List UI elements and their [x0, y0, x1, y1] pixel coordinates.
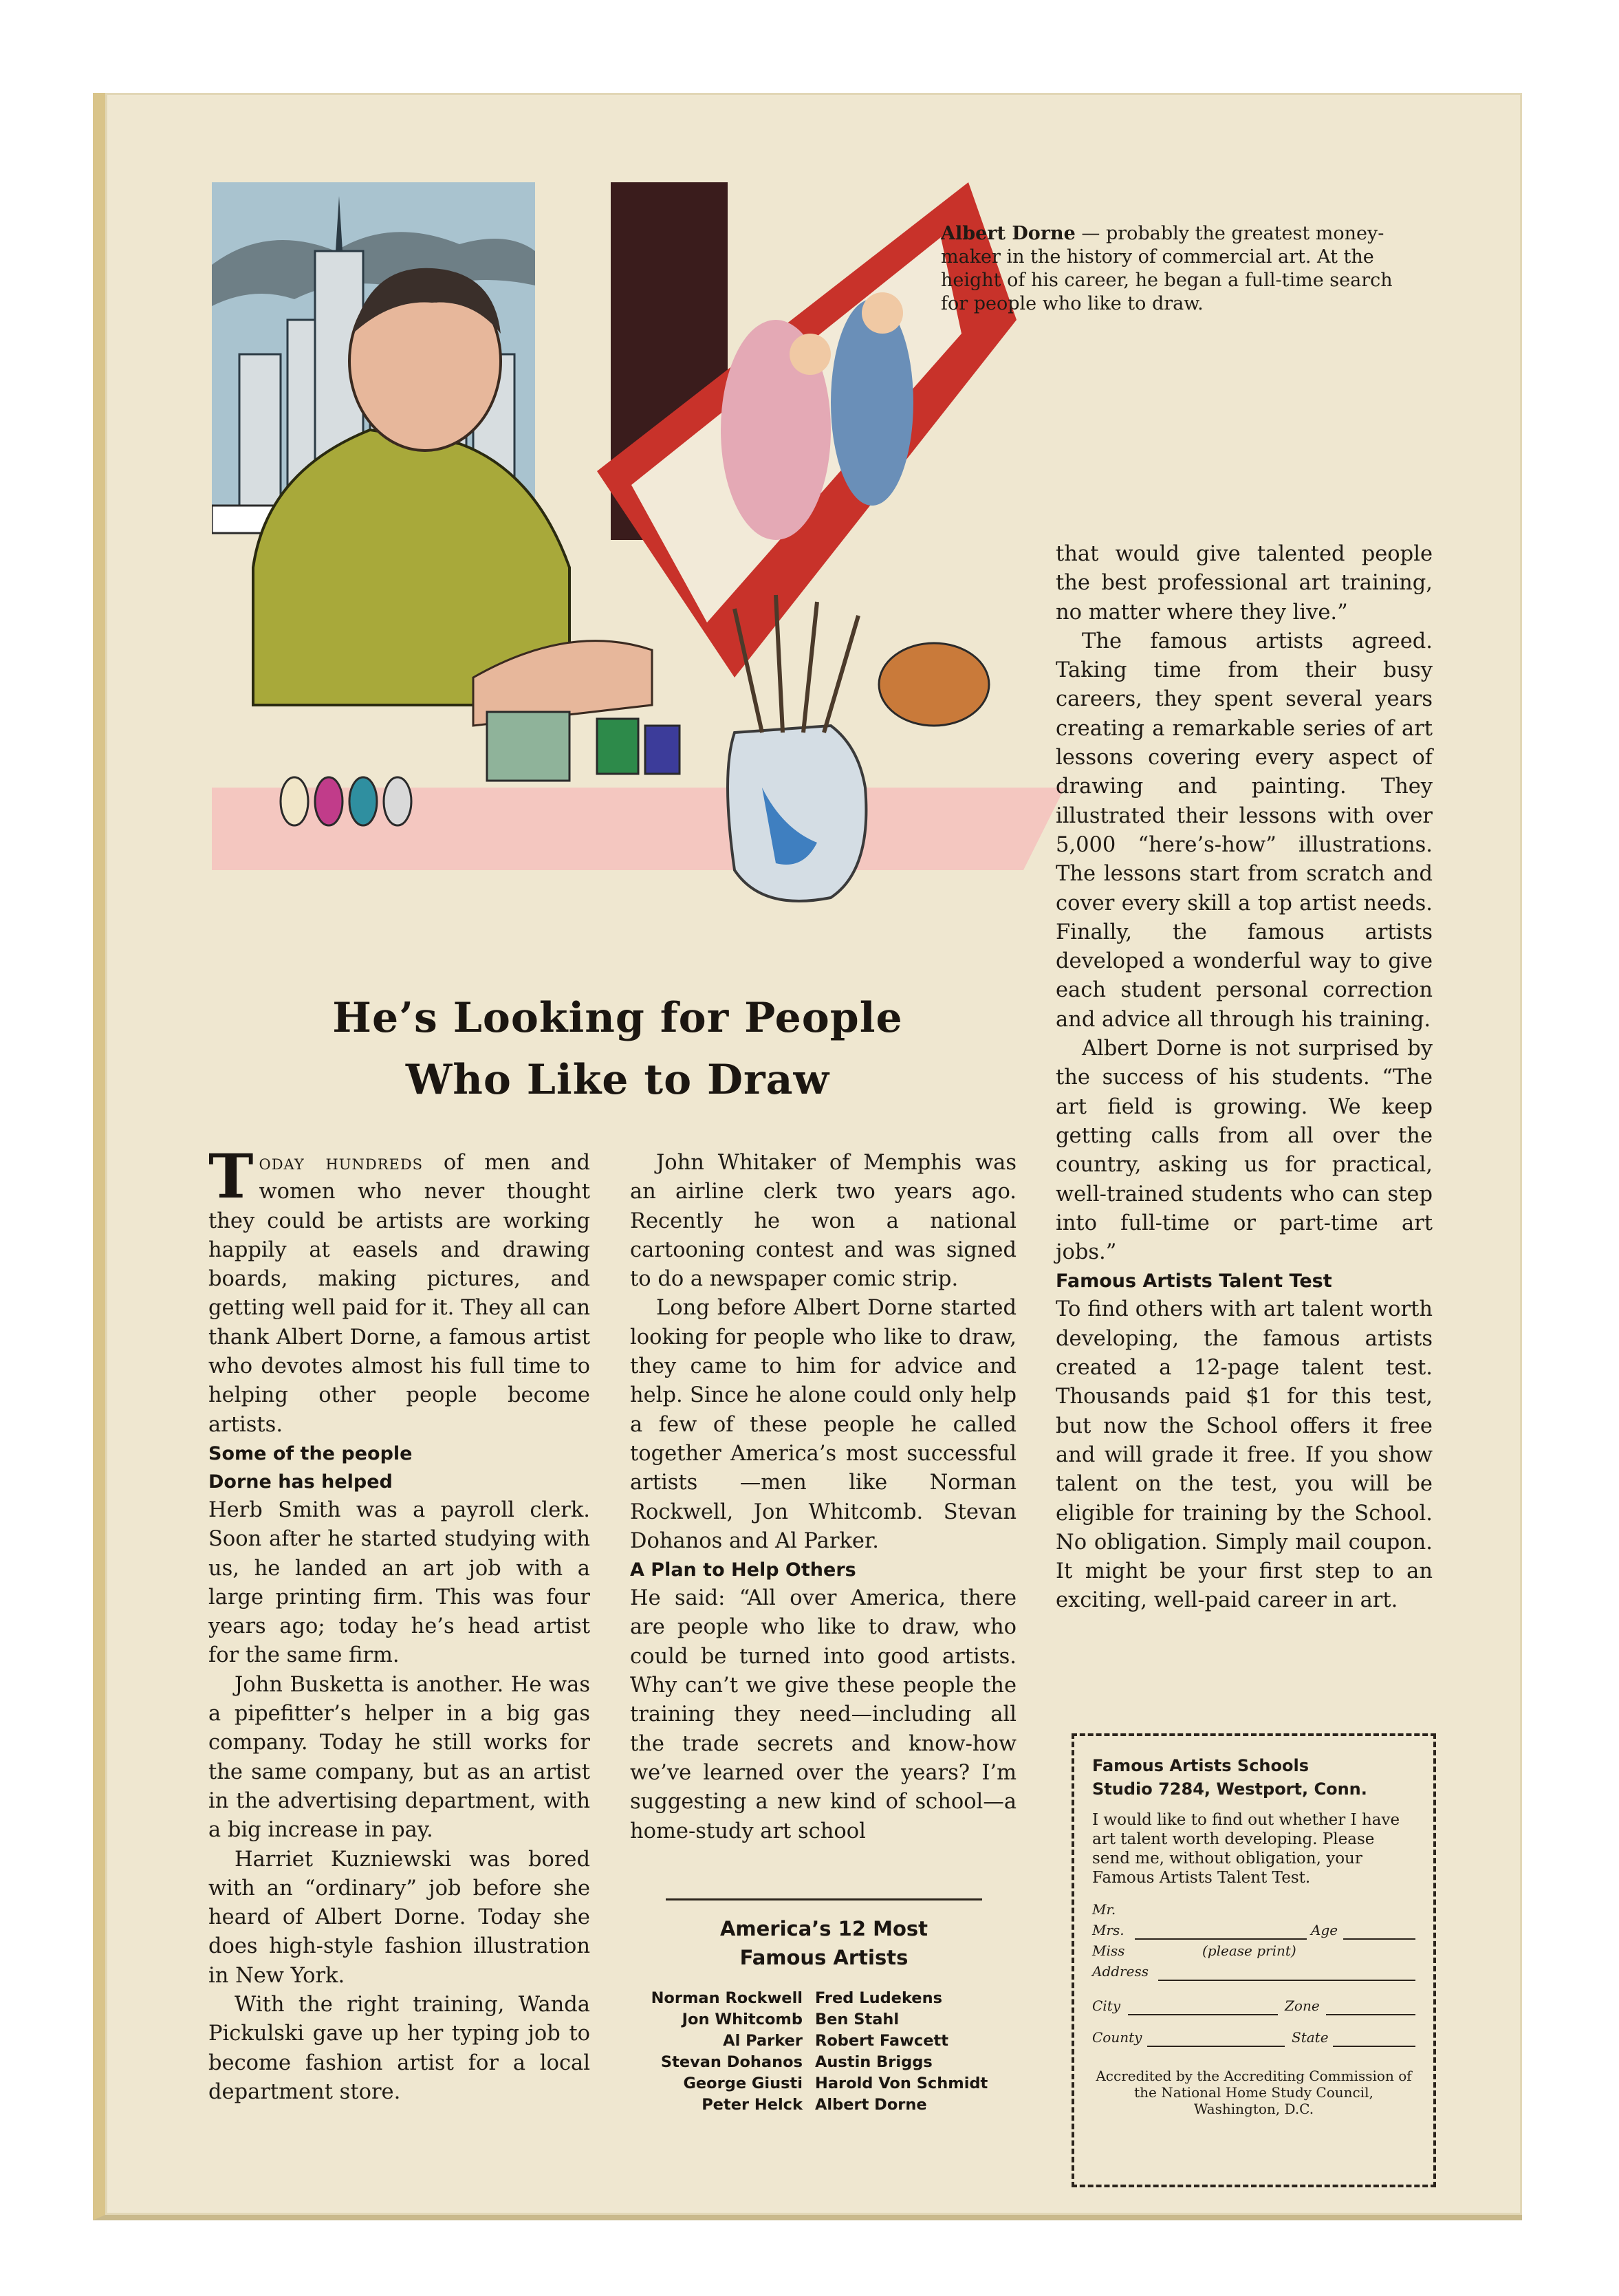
artist-at-easel-drawing [212, 182, 1065, 1076]
coupon-address-label: Address [1092, 1963, 1149, 1980]
headline-line-2: Who Like to Draw [405, 1056, 830, 1104]
coupon-address: Studio 7284, Westport, Conn. [1092, 1779, 1367, 1799]
coupon-accreditation: Accredited by the Accrediting Commission of the National Home Study Council, Washington, D.C. [1096, 2068, 1412, 2117]
paragraph: Herb Smith was a payroll clerk. Soon after he started studying with us, he landed an art job with a large printing firm. This was four years ago; today he’s head artist for the same firm. [208, 1497, 590, 1668]
intro-text: of men and women who never thought they could be artists are working happily at easels and drawing boards, making pictures, and getting well paid for it. They all can thank Albert Dorne, a famous artist who devotes almost his full time to helping other people become artists. [208, 1151, 591, 1437]
artist-name: Fred Ludekens [815, 1989, 942, 2007]
artist-row [628, 2073, 1020, 2094]
coupon-age-label: Age [1311, 1922, 1338, 1938]
artist-row [628, 2009, 1020, 2030]
coupon-state-label: State [1292, 2029, 1329, 2046]
coupon-city-label: City [1092, 1997, 1121, 2014]
artist-name: Ben Stahl [815, 2011, 900, 2028]
famous-artists-list [628, 1988, 1020, 2116]
text-column-1 [208, 1140, 591, 2107]
artist-name: Robert Fawcett [815, 2032, 948, 2050]
coupon-mrs-label: Mrs. [1092, 1922, 1124, 1938]
paragraph: He said: “All over America, there are people who like to draw, who could be turned into good artists. Why can’t we give these people the training they need—including all the trade secrets and know-how we’ve learned over the years? I’m suggesting a new kind of school—a home-study art school [630, 1586, 1017, 1843]
lead-in: oday hundreds [259, 1151, 424, 1175]
paragraph: The famous artists agreed. Taking time from their busy careers, they spent several years creating a remarkable series of art lessons covering every aspect of drawing and painting. They illustrated their lessons with over 5,000 “here’s-how” illustrations. The lessons start from scratch and cover every skill a top artist needs. Finally, the famous artists developed a wonderful way to give each student personal correction and advice all through his training. [1056, 629, 1433, 1032]
artist-name: Albert Dorne [815, 2096, 927, 2114]
text-column-3 [1056, 540, 1433, 1616]
coupon-zone-label: Zone [1285, 1997, 1320, 2014]
artist-row [628, 2094, 1020, 2116]
coupon-print-note: (please print) [1202, 1942, 1296, 1959]
artist-name: Norman Rockwell [651, 1989, 803, 2007]
paragraph: To find others with art talent worth developing, the famous artists created a 12-page talent test. Thousands paid $1 for this test, but now the School offers it free and will grade it free. If you show talent on the test, you will be eligible for training by the School. No obligation. Simply mail coupon. It might be your first step to an exciting, well-paid career in art. [1056, 1297, 1433, 1613]
paragraph: John Whitaker of Memphis was an airline clerk two years ago. Recently he won a national cartooning contest and was signed to do a newspaper comic strip. [630, 1151, 1017, 1292]
coupon-request-text: I would like to find out whether I have art talent worth developing. Please send me, without obligation, your Famous Artists Talent Test. [1092, 1811, 1400, 1887]
headline-line-1: He’s Looking for People [332, 994, 903, 1042]
famous-title-line-1: America’s 12 Most [719, 1917, 928, 1940]
paragraph: that would give talented people the best professional art training, no matter where they live.” [1056, 542, 1433, 625]
coupon-city-field[interactable] [1092, 1997, 1415, 2018]
magazine-page [93, 93, 1522, 2220]
illustration-caption [941, 222, 1409, 316]
famous-artists-title [628, 1914, 1020, 1972]
subhead-people-1: Some of the people [208, 1442, 413, 1464]
artist-row [628, 1988, 1020, 2009]
subhead-people-2: Dorne has helped [208, 1471, 393, 1493]
artist-row [628, 2052, 1020, 2073]
paragraph: With the right training, Wanda Pickulski gave up her typing job to become fashion artist for a local department store. [208, 1993, 590, 2104]
caption-text: — probably the greatest money-maker in the history of commercial art. At the height of his career, he began a full-time search for people who like to draw. [941, 223, 1393, 314]
coupon-address-field[interactable] [1092, 1963, 1415, 1984]
drop-cap: T [208, 1140, 254, 1212]
headline [202, 987, 1034, 1111]
artist-name: Austin Briggs [815, 2053, 933, 2071]
mail-in-coupon[interactable] [1072, 1733, 1436, 2187]
intro-paragraph [208, 1140, 591, 1440]
artist-name: Al Parker [723, 2032, 803, 2050]
coupon-mrs-field[interactable] [1092, 1922, 1415, 1942]
artist-name: Stevan Dohanos [660, 2053, 803, 2071]
coupon-county-field[interactable] [1092, 2029, 1415, 2050]
paragraph: Harriet Kuzniewski was bored with an “ordinary” job before she heard of Albert Dorne. Today she does high-style fashion illustration in New York. [208, 1847, 590, 1988]
artist-name: Peter Helck [702, 2096, 803, 2114]
artist-name: George Giusti [683, 2075, 803, 2092]
subhead-talent-test: Famous Artists Talent Test [1056, 1270, 1332, 1292]
paragraph: Long before Albert Dorne started looking for people who like to draw, they came to him for advice and help. Since he alone could only help a few of these people he called together America’s most successful artists —men like Norman Rockwell, Jon Whitcomb. Stevan Dohanos and Al Parker. [630, 1296, 1017, 1553]
text-column-2 [630, 1149, 1017, 1846]
famous-title-line-2: Famous Artists [739, 1946, 909, 1969]
subhead-plan: A Plan to Help Others [630, 1559, 856, 1581]
divider [666, 1898, 982, 1900]
paragraph: John Busketta is another. He was a pipefitter’s helper in a big gas company. Today he still works for the same company, but as an artist in the advertising department, with a big increase in pay. [208, 1672, 590, 1843]
artist-name: Harold Von Schmidt [815, 2075, 988, 2092]
coupon-miss-label: Miss (please print) [1092, 1942, 1296, 1959]
coupon-mr-label: Mr. [1092, 1901, 1116, 1918]
albert-dorne-illustration [212, 182, 1065, 1076]
artist-row [628, 2030, 1020, 2052]
coupon-county-label: County [1092, 2029, 1142, 2046]
paragraph: Albert Dorne is not surprised by the success of his students. “The art field is growing. We keep getting calls from all over the country, asking us for practical, well-trained students who can step into full-time or part-time art jobs.” [1056, 1037, 1433, 1265]
caption-name: Albert Dorne [941, 223, 1076, 244]
artist-name: Jon Whitcomb [682, 2011, 803, 2028]
coupon-school-name: Famous Artists Schools [1092, 1756, 1309, 1775]
